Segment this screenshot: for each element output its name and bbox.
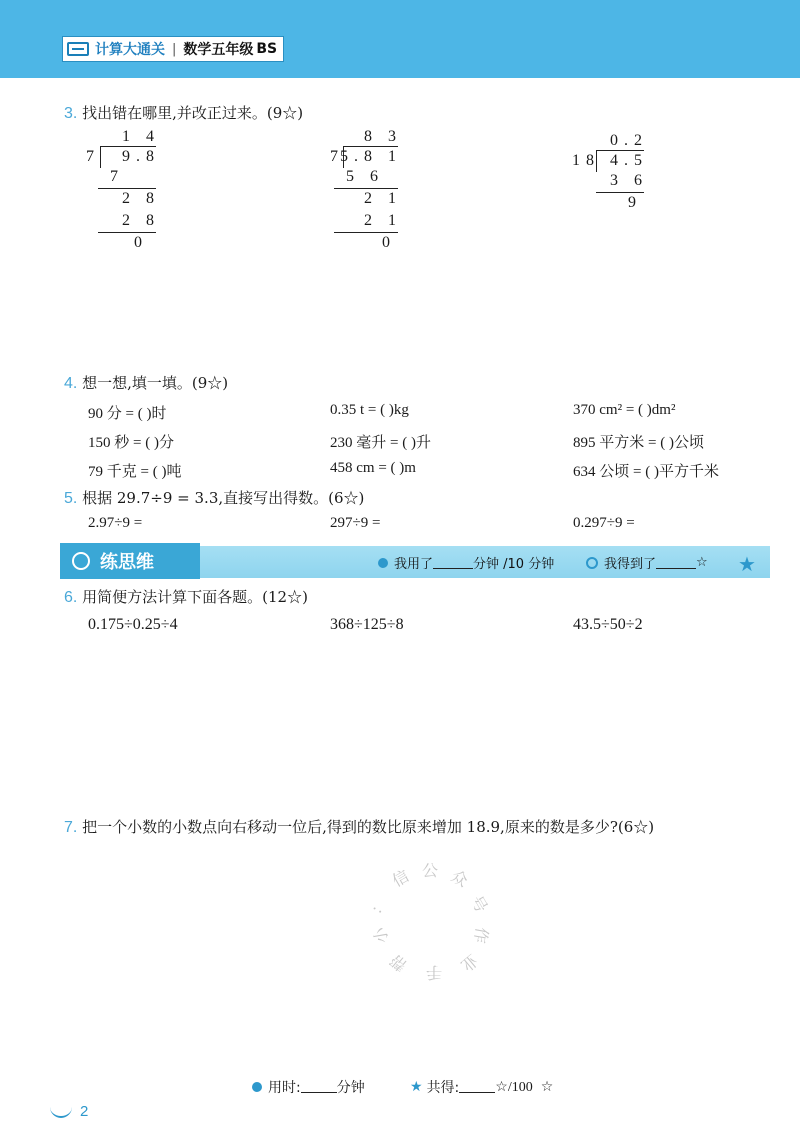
practice-title: 练思维 [100, 552, 154, 573]
practice-tag [60, 543, 200, 579]
question-text: 找出错在哪里,并改正过来。(9☆) [82, 104, 304, 122]
check-icon [586, 557, 598, 569]
stamp-char: 帮 [386, 950, 411, 976]
step-row: 2 8 [122, 212, 160, 229]
divisor: 7 [86, 148, 100, 165]
fill-item: 370 cm² = ( )dm² [573, 402, 676, 418]
footer-total-blank[interactable] [459, 1081, 495, 1093]
star-icon: ★ [738, 552, 756, 576]
divisor: 7 [330, 148, 344, 165]
spiral-icon [50, 1106, 72, 1118]
footer-total-label: 共得: [426, 1080, 460, 1096]
stamp-char: 信 [388, 866, 413, 891]
footer-time-label: 用时: [268, 1080, 301, 1096]
stamp-char: 公 [422, 861, 439, 880]
time-blank[interactable] [433, 557, 473, 569]
step-row: 9 [628, 194, 642, 211]
step-row: 2 1 [364, 190, 402, 207]
score-field [586, 553, 708, 572]
stamp-char: 众 [447, 866, 472, 891]
time-prefix: 我用了 [394, 557, 434, 572]
header-separator: | [172, 41, 177, 57]
clock-icon [252, 1082, 262, 1092]
score-suffix: ☆ [696, 555, 708, 570]
fill-item: 634 公顷 = ( )平方千米 [573, 464, 719, 480]
question-6 [64, 586, 308, 607]
watermark-stamp [368, 858, 498, 988]
calc-item: 0.175÷0.25÷4 [88, 616, 178, 633]
dividend: 9.8 [122, 148, 160, 165]
step-line [98, 188, 156, 189]
question-number: 7. [64, 819, 78, 836]
fill-item: 0.35 t = ( )kg [330, 402, 409, 418]
footer-time [252, 1077, 365, 1097]
question-number: 4. [64, 375, 78, 392]
long-division-3 [572, 130, 648, 220]
question-text: 根据 29.7÷9 = 3.3,直接写出得数。(6☆) [82, 489, 365, 507]
quotient: 0.2 [610, 132, 648, 149]
footer-time-blank[interactable] [301, 1081, 337, 1093]
step-row: 3 6 [610, 172, 648, 189]
header-subject: 数学五年级 [183, 42, 254, 58]
fill-item: 458 cm = ( )m [330, 460, 416, 476]
page-number-area [50, 1103, 88, 1120]
stamp-char: 号 [466, 892, 492, 916]
step-line [98, 232, 156, 233]
fill-item: 90 分 = ( )时 [88, 406, 167, 422]
stamp-char: ： [366, 894, 392, 918]
footer-star: ☆ [540, 1079, 554, 1095]
book-icon [67, 42, 89, 56]
footer-total-suffix: ☆/100 [495, 1079, 533, 1095]
step-line [334, 188, 398, 189]
step-row: 5 6 [346, 168, 384, 185]
step-line [596, 192, 644, 193]
stamp-char: 小 [370, 925, 392, 945]
question-number: 5. [64, 490, 78, 507]
quick-calc-item: 2.97÷9 = [88, 515, 143, 531]
score-prefix: 我得到了 [604, 557, 657, 572]
question-text: 把一个小数的小数点向右移动一位后,得到的数比原来增加 18.9,原来的数是多少?(6☆) [82, 818, 655, 836]
step-row: 0 [382, 234, 396, 251]
quotient: 8 3 [364, 128, 402, 145]
calc-item: 368÷125÷8 [330, 616, 404, 633]
fill-item: 79 千克 = ( )吨 [88, 464, 182, 480]
header-brand: 计算大通关 [95, 42, 165, 58]
stamp-char: 手 [426, 963, 443, 982]
footer-time-unit: 分钟 [336, 1080, 365, 1096]
header-title-box [62, 36, 284, 62]
fill-item: 230 毫升 = ( )升 [330, 435, 431, 451]
stamp-char: 业 [457, 950, 482, 976]
step-row: 2 8 [122, 190, 160, 207]
quotient: 1 4 [122, 128, 160, 145]
step-row: 7 [110, 168, 124, 185]
calc-item: 43.5÷50÷2 [573, 616, 643, 633]
dividend: 4.5 [610, 152, 648, 169]
footer-total [410, 1077, 553, 1097]
question-text: 用简便方法计算下面各题。(12☆) [82, 588, 308, 606]
quick-calc-item: 0.297÷9 = [573, 515, 635, 531]
question-3 [64, 102, 303, 123]
long-division-2 [330, 126, 402, 256]
question-7 [64, 816, 654, 837]
dividend: 5.8 1 [340, 148, 402, 165]
header-edition: BS [256, 41, 278, 57]
drop-icon [378, 558, 388, 568]
question-text: 想一想,填一填。(9☆) [82, 374, 229, 392]
time-used-field [378, 553, 554, 572]
star-icon: ★ [410, 1079, 423, 1095]
flower-icon [72, 552, 90, 570]
question-5 [64, 487, 364, 508]
stamp-char: 作 [470, 925, 492, 945]
fill-item: 150 秒 = ( )分 [88, 435, 174, 451]
quick-calc-item: 297÷9 = [330, 515, 381, 531]
long-division-1 [86, 126, 160, 256]
page-number: 2 [80, 1103, 89, 1120]
step-row: 2 1 [364, 212, 402, 229]
fill-item: 895 平方米 = ( )公顷 [573, 435, 704, 451]
divisor: 18 [572, 152, 600, 169]
step-line [334, 232, 398, 233]
question-4 [64, 372, 228, 393]
question-number: 3. [64, 105, 78, 122]
question-number: 6. [64, 589, 78, 606]
step-row: 0 [134, 234, 148, 251]
score-blank[interactable] [656, 557, 696, 569]
time-suffix: 分钟 /10 分钟 [473, 557, 555, 572]
